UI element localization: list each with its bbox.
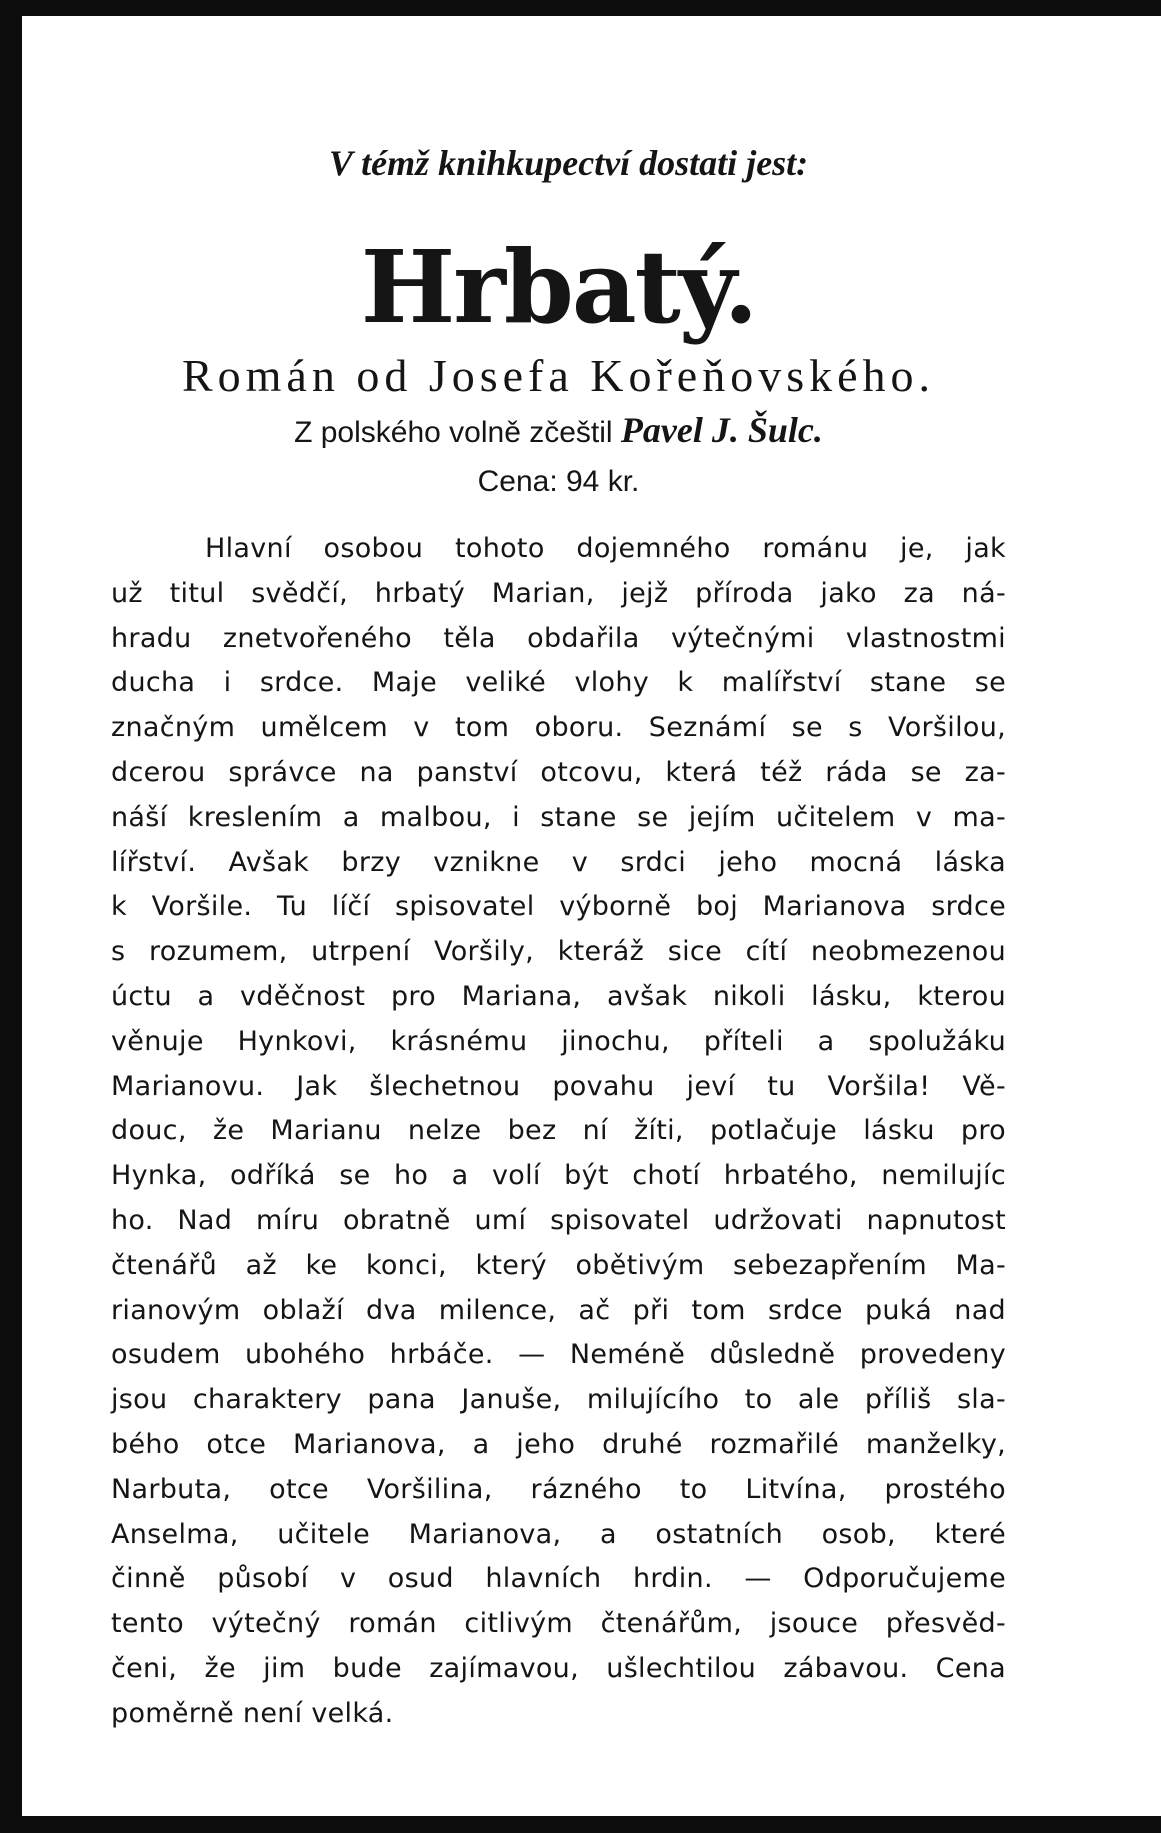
paragraph-line: už titul svědčí, hrbatý Marian, jejž příroda jako za ná- [111, 577, 1006, 609]
paragraph-line: rianovým oblaží dva milence, ač při tom srdce puká nad [111, 1294, 1006, 1326]
paragraph-line: s rozumem, utrpení Voršily, kteráž sice cítí neobmezenou [111, 936, 1006, 968]
translator-line [111, 406, 1006, 457]
paragraph-line: Anselma, učitele Marianova, a ostatních osob, které [111, 1518, 1006, 1550]
paragraph-line: čtenářů až ke konci, který obětivým sebezapřením Ma- [111, 1249, 1006, 1281]
paragraph-line: tento výtečný román citlivým čtenářům, jsouce přesvěd- [111, 1608, 1006, 1640]
translator-name: Pavel J. Šulc. [620, 410, 823, 450]
paragraph-line: Marianovu. Jak šlechetnou povahu jeví tu Voršila! Vě- [111, 1070, 1006, 1102]
paragraph-line: ho. Nad míru obratně umí spisovatel udržovati napnutost [111, 1204, 1006, 1236]
paragraph-line: dcerou správce na panství otcovu, která též ráda se za- [111, 756, 1006, 788]
book-subtitle: Román od Josefa Kořeňovského. [181, 350, 936, 401]
description-paragraph [111, 527, 1006, 1737]
paragraph-line: k Voršile. Tu líčí spisovatel výborně boj Marianova srdce [111, 891, 1006, 923]
paragraph-line: Hynka, odříká se ho a volí být chotí hrbatého, nemilujíc [111, 1160, 1006, 1192]
paragraph-line: Narbuta, otce Voršilina, rázného to Litvína, prostého [111, 1473, 1006, 1505]
paragraph-line: věnuje Hynkovi, krásnému jinochu, příteli a spolužáku [111, 1025, 1006, 1057]
paragraph-line: Hlavní osobou tohoto dojemného románu je, jak [205, 533, 1006, 564]
price: Cena: 94 kr. [477, 465, 640, 498]
paragraph-line: činně působí v osud hlavních hrdin. — Odporučujeme [111, 1563, 1006, 1595]
paragraph-line: ducha i srdce. Maje veliké vlohy k malířství stane se [111, 667, 1006, 699]
scan-border-bottom [0, 1816, 1161, 1833]
paragraph-line: značným umělcem v tom oboru. Seznámí se s Voršilou, [111, 712, 1006, 744]
paragraph-line: čeni, že jim bude zajímavou, ušlechtilou zábavou. Cena [111, 1652, 1006, 1684]
translator-prefix: Z polského volně zčeštil [294, 416, 613, 449]
advertisement [111, 138, 1006, 1737]
intro-line: V témž knihkupectví dostati jest: [328, 143, 809, 183]
paragraph-line: náší kreslením a malbou, i stane se jejím učitelem v ma- [111, 801, 1006, 833]
paragraph-line: jsou charaktery pana Januše, milujícího to ale příliš sla- [111, 1384, 1006, 1416]
paragraph-line: bého otce Marianova, a jeho druhé rozmařilé manželky, [111, 1428, 1006, 1460]
scan-border-top [0, 0, 1161, 16]
paragraph-line: úctu a vděčnost pro Mariana, avšak nikoli lásku, kterou [111, 980, 1006, 1012]
paragraph-line: douc, že Marianu nelze bez ní žíti, potlačuje lásku pro [111, 1115, 1006, 1147]
book-title: Hrbatý. [360, 228, 757, 346]
paragraph-line: osudem ubohého hrbáče. — Neméně důsledně provedeny [111, 1339, 1006, 1371]
paragraph-line: poměrně není velká. [111, 1697, 394, 1729]
paragraph-line: hradu znetvořeného těla obdařila výtečnými vlastnostmi [111, 622, 1006, 654]
paragraph-line: lířství. Avšak brzy vznikne v srdci jeho mocná láska [111, 846, 1006, 878]
